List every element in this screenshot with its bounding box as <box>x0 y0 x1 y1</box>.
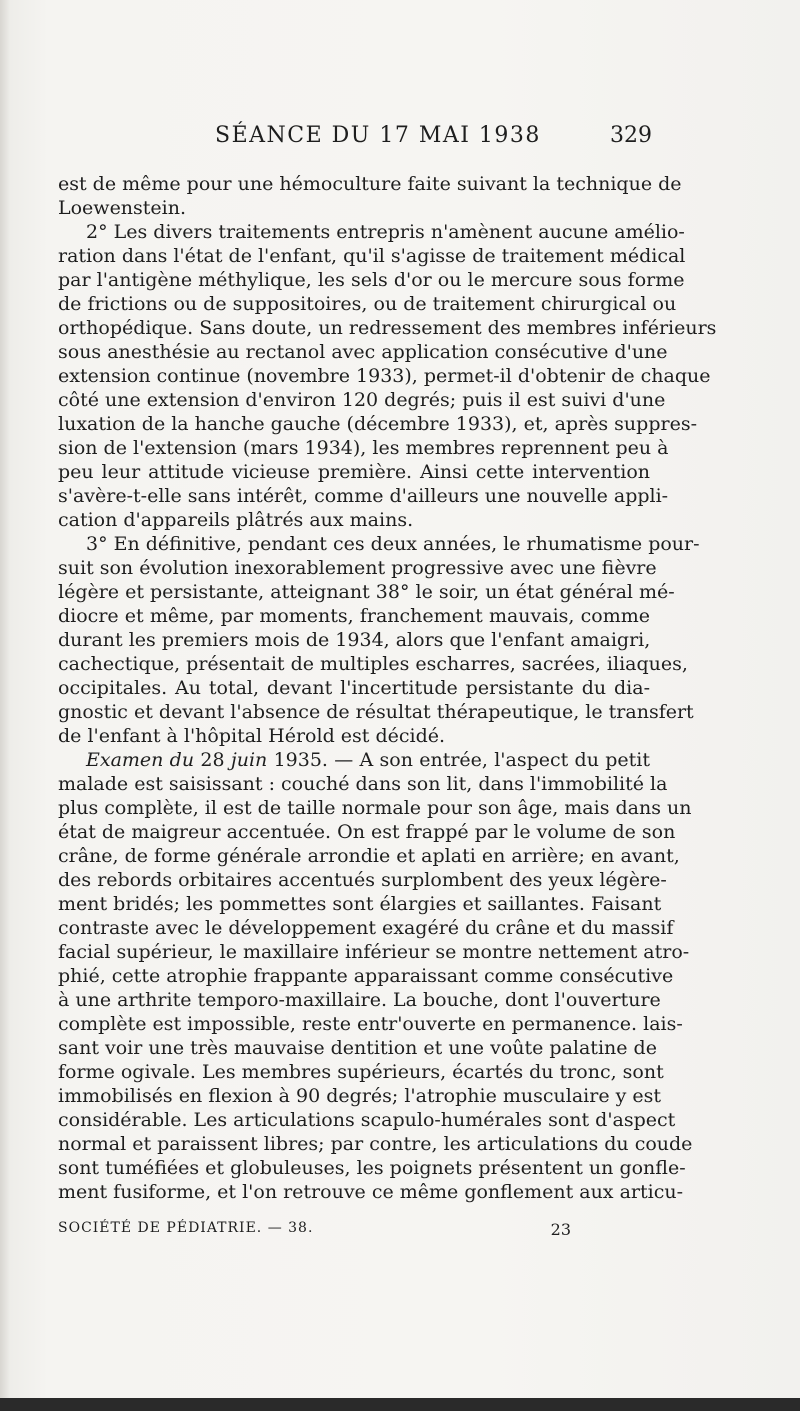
text-line: est de même pour une hémoculture faite suivant la technique de <box>58 173 682 195</box>
text-line: 2° Les divers traitements entrepris n'amènent aucune amélio- <box>86 221 685 243</box>
text-line: extension continue (novembre 1933), permet-il d'obtenir de chaque <box>58 365 711 387</box>
text-line: luxation de la hanche gauche (décembre 1933), et, après suppres- <box>58 413 697 435</box>
text-line: ration dans l'état de l'enfant, qu'il s'agisse de traitement médical <box>58 245 686 267</box>
text-line: cachectique, présentait de multiples escharres, sacrées, iliaques, <box>58 653 688 675</box>
page-number: 329 <box>610 123 652 148</box>
text-line: forme ogivale. Les membres supérieurs, écartés du tronc, sont <box>58 1061 664 1083</box>
text-line: ment bridés; les pommettes sont élargies et saillantes. Faisant <box>58 893 662 915</box>
text-line: par l'antigène méthylique, les sels d'or ou le mercure sous forme <box>58 269 685 291</box>
running-title: SÉANCE DU 17 MAI 1938 <box>215 123 541 148</box>
text-line: facial supérieur, le maxillaire inférieur se montre nettement atro- <box>58 941 690 963</box>
text-line: durant les premiers mois de 1934, alors que l'enfant amaigri, <box>58 629 651 651</box>
text-line: des rebords orbitaires accentués surplombent des yeux légère- <box>58 869 667 891</box>
text-line: diocre et même, par moments, franchement mauvais, comme <box>58 605 650 627</box>
text-line: cation d'appareils plâtrés aux mains. <box>58 509 414 531</box>
printer-signature: SOCIÉTÉ DE PÉDIATRIE. — 38. <box>58 1220 314 1236</box>
text-line: sion de l'extension (mars 1934), les membres reprennent peu à <box>58 437 669 459</box>
text-line: immobilisés en flexion à 90 degrés; l'atrophie musculaire y est <box>58 1085 662 1107</box>
text-line: ment fusiforme, et l'on retrouve ce même gonflement aux articu- <box>58 1181 683 1203</box>
text-line: occipitales. Au total, devant l'incertitude persistante du dia- <box>58 677 650 699</box>
text-line: suit son évolution inexorablement progressive avec une fièvre <box>58 557 657 579</box>
italic-run: Examen du <box>86 749 195 771</box>
text-line: orthopédique. Sans doute, un redressement des membres inférieurs <box>58 317 717 339</box>
text-line: malade est saisissant : couché dans son lit, dans l'immobilité la <box>58 773 668 795</box>
text-line: sous anesthésie au rectanol avec application consécutive d'une <box>58 341 668 363</box>
text-line: légère et persistante, atteignant 38° le soir, un état général mé- <box>58 581 675 603</box>
text-line: crâne, de forme générale arrondie et aplati en arrière; en avant, <box>58 845 680 867</box>
sheet-number: 23 <box>550 1220 571 1239</box>
text-line: sant voir une très mauvaise dentition et une voûte palatine de <box>58 1037 657 1059</box>
text-line: 3° En définitive, pendant ces deux années, le rhumatisme pour- <box>86 533 700 555</box>
text-line: phié, cette atrophie frappante apparaissant comme consécutive <box>58 965 674 987</box>
page-gutter-shadow <box>0 0 10 1411</box>
text-line: Loewenstein. <box>58 197 187 219</box>
running-head <box>0 123 800 153</box>
scan-bottom-edge <box>0 1398 800 1411</box>
body-text <box>58 172 717 1204</box>
text-line: contraste avec le développement exagéré du crâne et du massif <box>58 917 674 939</box>
text-line <box>58 748 650 772</box>
text-line: côté une extension d'environ 120 degrés; puis il est suivi d'une <box>58 389 666 411</box>
text-line: état de maigreur accentuée. On est frappé par le volume de son <box>58 821 676 843</box>
text-line: sont tuméfiées et globuleuses, les poignets présentent un gonfle- <box>58 1157 686 1179</box>
text-line: gnostic et devant l'absence de résultat thérapeutique, le transfert <box>58 701 694 723</box>
text-line: à une arthrite temporo-maxillaire. La bouche, dont l'ouverture <box>58 989 661 1011</box>
text-line: plus complète, il est de taille normale pour son âge, mais dans un <box>58 797 692 819</box>
text-line: considérable. Les articulations scapulo-humérales sont d'aspect <box>58 1109 676 1131</box>
page-footer <box>58 1220 650 1246</box>
text-line: peu leur attitude vicieuse première. Ainsi cette intervention <box>58 461 650 483</box>
text-run: 28 <box>200 749 225 771</box>
text-run: 1935. — A son entrée, l'aspect du petit <box>273 749 650 771</box>
text-line: normal et paraissent libres; par contre, les articulations du coude <box>58 1133 693 1155</box>
text-line: s'avère-t-elle sans intérêt, comme d'ailleurs une nouvelle appli- <box>58 485 669 507</box>
text-line: complète est impossible, reste entr'ouverte en permanence. lais- <box>58 1013 683 1035</box>
italic-run: juin <box>230 749 268 771</box>
text-line: de frictions ou de suppositoires, ou de traitement chirurgical ou <box>58 293 677 315</box>
text-line: de l'enfant à l'hôpital Hérold est décidé. <box>58 725 446 747</box>
